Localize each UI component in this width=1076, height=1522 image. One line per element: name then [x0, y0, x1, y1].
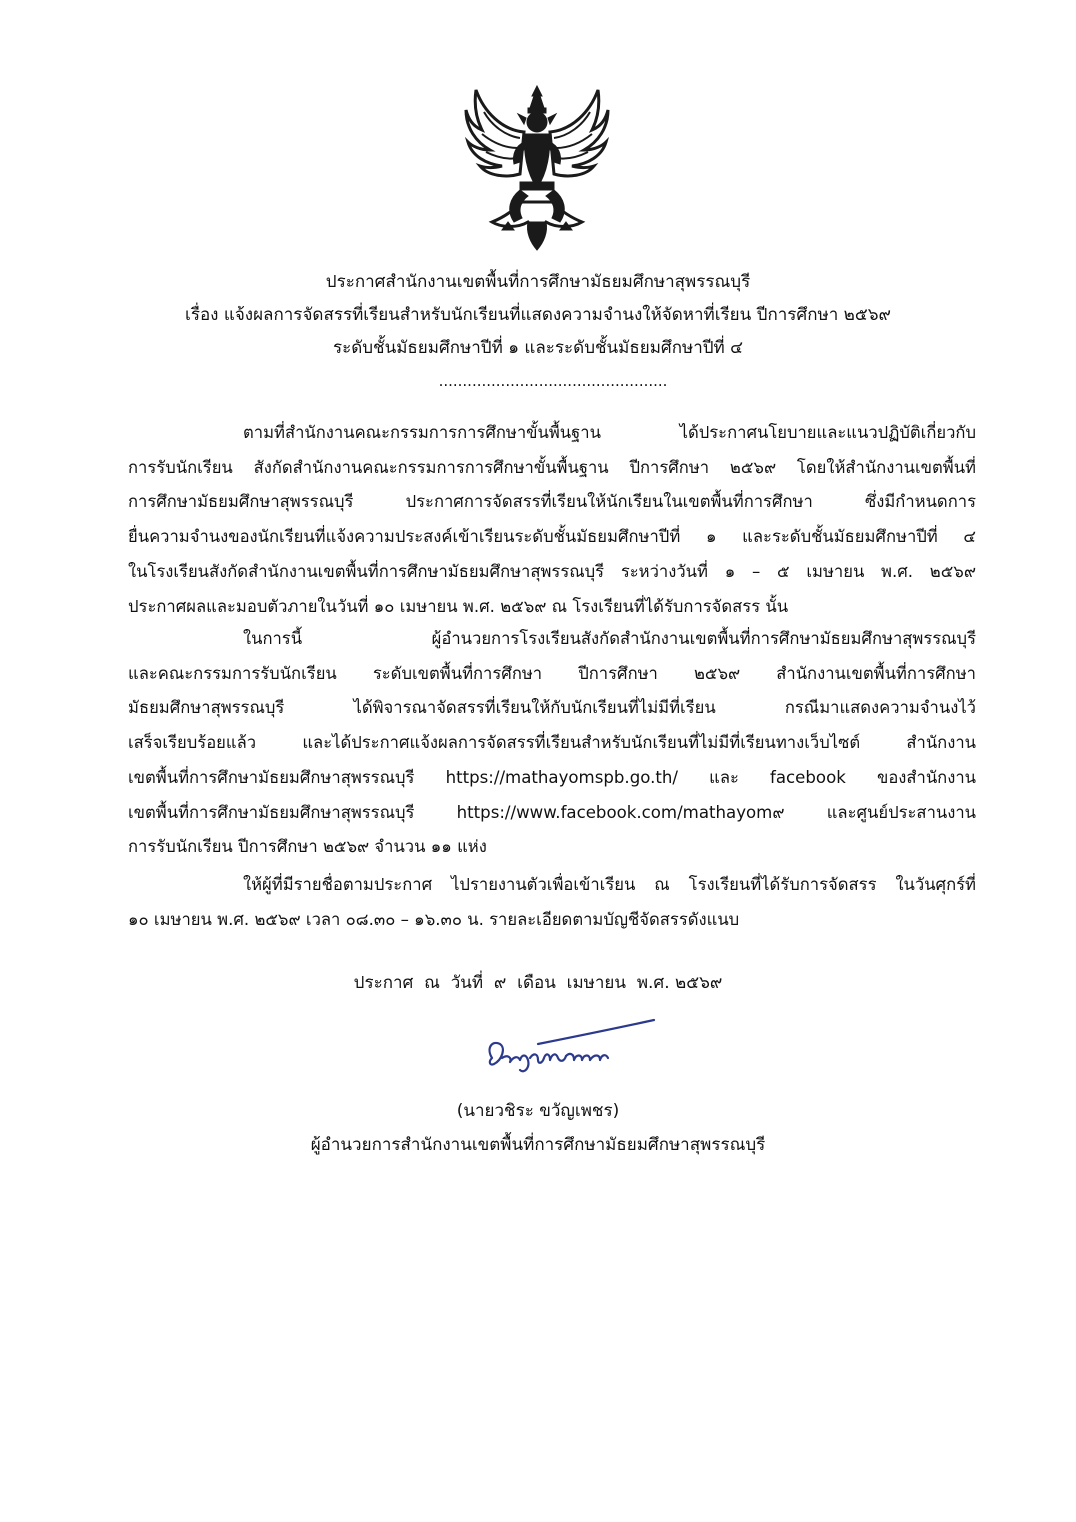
paragraph-2	[128, 622, 976, 865]
paragraph-3-line: ให้ผู้ที่มีรายชื่อตามประกาศ ไปรายงานตัวเพื่อเข้าเรียน ณ โรงเรียนที่ได้รับการจัดสรร ในวันศุกร์ที่	[243, 875, 976, 894]
announcement-title	[100, 266, 976, 365]
paragraph-1-line: ประกาศผลและมอบตัวภายในวันที่ ๑๐ เมษายน พ.ศ. ๒๕๖๙ ณ โรงเรียนที่ได้รับการจัดสรร นั้น	[128, 596, 789, 616]
paragraph-3-line: ๑๐ เมษายน พ.ศ. ๒๕๖๙ เวลา ๐๘.๓๐ – ๑๖.๓๐ น. รายละเอียดตามบัญชีจัดสรรดังแนบ	[128, 909, 740, 929]
signer-title: ผู้อำนวยการสำนักงานเขตพื้นที่การศึกษามัธยมศึกษาสุพรรณบุรี	[310, 1135, 766, 1155]
handwritten-signature-icon	[478, 1014, 658, 1084]
title-line-1: ประกาศสำนักงานเขตพื้นที่การศึกษามัธยมศึกษาสุพรรณบุรี	[325, 272, 751, 292]
paragraph-2-line: การรับนักเรียน ปีการศึกษา ๒๕๖๙ จำนวน ๑๑ แห่ง	[128, 837, 487, 857]
title-line-3: ระดับชั้นมัธยมศึกษาปีที่ ๑ และระดับชั้นมัธยมศึกษาปีที่ ๔	[332, 338, 744, 358]
paragraph-2-line: และคณะกรรมการรับนักเรียน ระดับเขตพื้นที่การศึกษา ปีการศึกษา ๒๕๖๙ สำนักงานเขตพื้นที่การศึกษา	[128, 663, 976, 683]
title-separator: ................................................	[438, 372, 668, 386]
paragraph-1-line: ยื่นความจำนงของนักเรียนที่แจ้งความประสงค์เข้าเรียนระดับชั้นมัธยมศึกษาปีที่ ๑ และระดับชั้นมัธยมศึกษาปีที่ ๔	[128, 527, 976, 547]
paragraph-1-line: ในโรงเรียนสังกัดสำนักงานเขตพื้นที่การศึกษามัธยมศึกษาสุพรรณบุรี ระหว่างวันที่ ๑ – ๕ เมษายน พ.ศ. ๒๕๖๙	[128, 561, 976, 581]
paragraph-1-line: การศึกษามัธยมศึกษาสุพรรณบุรี ประกาศการจัดสรรที่เรียนให้นักเรียนในเขตพื้นที่การศึกษา ซึ่งมีกำหนดการ	[128, 492, 976, 512]
paragraph-2-line: เขตพื้นที่การศึกษามัธยมศึกษาสุพรรณบุรี https://mathayomspb.go.th/ และ facebook ของสำนักงาน	[128, 767, 976, 787]
paragraph-2-line: เขตพื้นที่การศึกษามัธยมศึกษาสุพรรณบุรี https://www.facebook.com/mathayom๙ และศูนย์ประสานงาน	[128, 802, 976, 822]
signer-block	[100, 1094, 976, 1162]
paragraph-1	[128, 416, 976, 624]
title-line-2: เรื่อง แจ้งผลการจัดสรรที่เรียนสำหรับนักเรียนที่แสดงความจำนงให้จัดหาที่เรียน ปีการศึกษา ๒๕๖๙	[185, 305, 891, 325]
paragraph-3	[128, 868, 976, 937]
paragraph-2-line: มัธยมศึกษาสุพรรณบุรี ได้พิจารณาจัดสรรที่เรียนให้กับนักเรียนที่ไม่มีที่เรียน กรณีมาแสดงความจำนงไว้	[128, 698, 976, 718]
paragraph-1-line: ตามที่สำนักงานคณะกรรมการการศึกษาขั้นพื้นฐาน ได้ประกาศนโยบายและแนวปฏิบัติเกี่ยวกับ	[243, 423, 976, 442]
announcement-date: ประกาศ ณ วันที่ ๙ เดือน เมษายน พ.ศ. ๒๕๖๙	[353, 973, 723, 993]
garuda-emblem-icon	[462, 82, 612, 254]
paragraph-2-line: เสร็จเรียบร้อยแล้ว และได้ประกาศแจ้งผลการจัดสรรที่เรียนสำหรับนักเรียนที่ไม่มีที่เรียนทางเว็บไซต์ สำนักงาน	[128, 733, 976, 753]
signer-name: (นายวชิระ ขวัญเพชร)	[456, 1101, 620, 1121]
paragraph-1-line: การรับนักเรียน สังกัดสำนักงานคณะกรรมการการศึกษาขั้นพื้นฐาน ปีการศึกษา ๒๕๖๙ โดยให้สำนักงานเขตพื้นที่	[128, 457, 976, 477]
paragraph-2-line: ในการนี้ ผู้อำนวยการโรงเรียนสังกัดสำนักงานเขตพื้นที่การศึกษามัธยมศึกษาสุพรรณบุรี	[243, 629, 976, 648]
